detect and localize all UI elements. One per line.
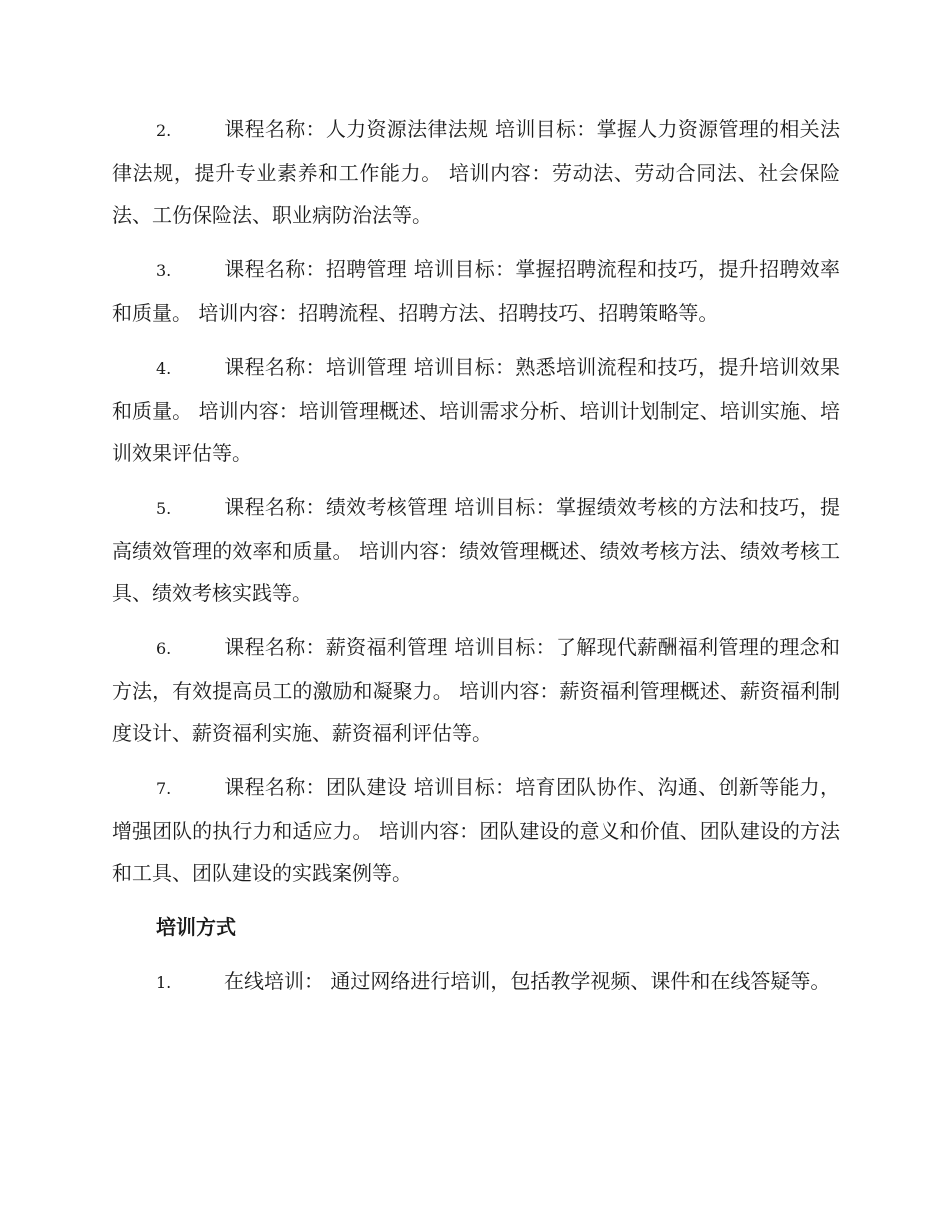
list-number: 7. [156, 779, 172, 798]
course-item-4 [112, 346, 840, 474]
course-text: 课程名称：薪资福利管理 培训目标：了解现代薪酬福利管理的理念和方法，有效提高员工的激励和凝聚力。 培训内容：薪资福利管理概述、薪资福利制度设计、薪资福利实施、薪资福利评估等。 [112, 635, 840, 745]
list-number: 1. [156, 973, 172, 992]
document-page [112, 108, 840, 1016]
list-number: 4. [156, 359, 172, 378]
course-item-2 [112, 108, 840, 236]
list-number: 6. [156, 639, 172, 658]
course-item-6 [112, 626, 840, 754]
course-item-7 [112, 766, 840, 894]
course-text: 课程名称：团队建设 培训目标：培育团队协作、沟通、创新等能力，增强团队的执行力和适应力。 培训内容：团队建设的意义和价值、团队建设的方法和工具、团队建设的实践案例等。 [112, 775, 840, 885]
course-text: 课程名称：招聘管理 培训目标：掌握招聘流程和技巧，提升招聘效率和质量。 培训内容：招聘流程、招聘方法、招聘技巧、招聘策略等。 [112, 257, 840, 325]
method-text: 在线培训： 通过网络进行培训，包括教学视频、课件和在线答疑等。 [224, 969, 831, 993]
course-text: 课程名称：培训管理 培训目标：熟悉培训流程和技巧，提升培训效果和质量。 培训内容：培训管理概述、培训需求分析、培训计划制定、培训实施、培训效果评估等。 [112, 355, 840, 465]
course-item-3 [112, 248, 840, 334]
list-number: 3. [156, 261, 172, 280]
course-text: 课程名称：人力资源法律法规 培训目标：掌握人力资源管理的相关法律法规，提升专业素养和工作能力。 培训内容：劳动法、劳动合同法、社会保险法、工伤保险法、职业病防治法等。 [112, 117, 840, 227]
list-number: 2. [156, 121, 172, 140]
method-item-1 [112, 960, 840, 1004]
course-item-5 [112, 486, 840, 614]
course-text: 课程名称：绩效考核管理 培训目标：掌握绩效考核的方法和技巧，提高绩效管理的效率和质量。 培训内容：绩效管理概述、绩效考核方法、绩效考核工具、绩效考核实践等。 [112, 495, 840, 605]
list-number: 5. [156, 499, 172, 518]
section-heading-training-methods: 培训方式 [156, 915, 236, 939]
